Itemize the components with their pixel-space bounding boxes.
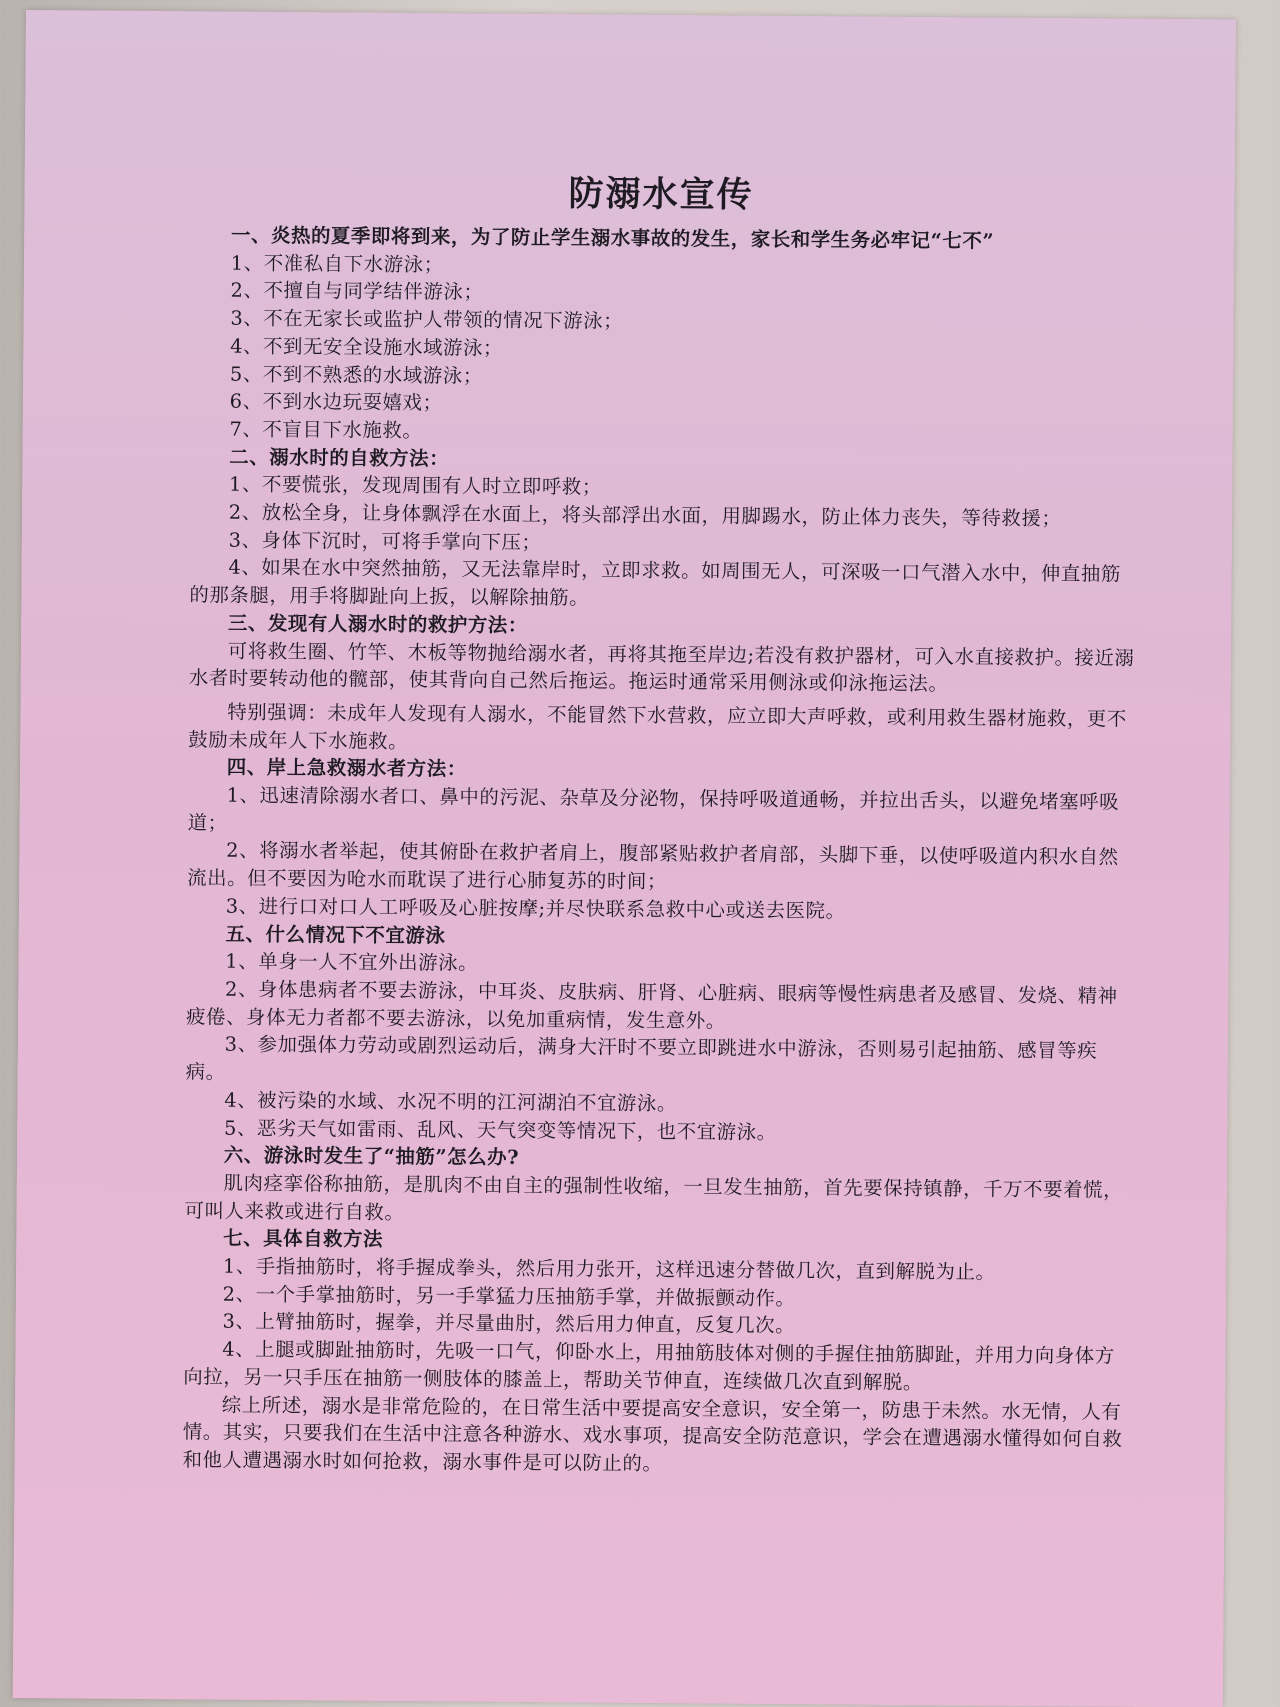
paragraph: 1、不要慌张，发现周围有人时立即呼救； bbox=[228, 472, 602, 499]
section-heading: 七、具体自救方法 bbox=[223, 1226, 384, 1252]
paragraph: 6、不到水边玩耍嬉戏； bbox=[229, 389, 443, 415]
paragraph: 特别强调：未成年人发现有人溺水，不能冒然下水营救，应立即大声呼救，或利用救生器材施救，更不鼓励未成年人下水施救。 bbox=[188, 700, 1127, 753]
paragraph: 4、如果在水中突然抽筋，又无法靠岸时，立即求救。如周围无人，可深吸一口气潜入水中，伸直抽筋的那条腿，用手将脚趾向上扳，以解除抽筋。 bbox=[189, 556, 1122, 610]
paragraph: 1、迅速清除溺水者口、鼻中的污泥、杂草及分泌物，保持呼吸道通畅，并拉出舌头，以避免堵塞呼吸道； bbox=[187, 783, 1120, 835]
section-heading: 一、炎热的夏季即将到来，为了防止学生溺水事故的发生，家长和学生务必牢记“七不” bbox=[230, 223, 995, 253]
paragraph: 4、上腿或脚趾抽筋时，先吸一口气，仰卧水上，用抽筋肢体对侧的手握住抽筋脚趾，并用力向身体方向拉，另一只手压在抽筋一侧肢体的膝盖上，帮助关节伸直，连续做几次直到解脱。 bbox=[183, 1337, 1115, 1394]
paragraph: 4、被污染的水域、水况不明的江河湖泊不宜游泳。 bbox=[224, 1088, 678, 1115]
paragraph: 1、手指抽筋时，将手握成拳头，然后用力张开，这样迅速分替做几次，直到解脱为止。 bbox=[222, 1254, 996, 1284]
paragraph: 3、参加强体力劳动或剧烈运动后，满身大汗时不要立即跳进水中游泳，否则易引起抽筋、感冒等疾病。 bbox=[185, 1032, 1098, 1084]
paragraph: 3、不在无家长或监护人带领的情况下游泳； bbox=[230, 306, 624, 333]
paragraph: 2、不擅自与同学结伴游泳； bbox=[230, 279, 484, 305]
paragraph: 2、放松全身，让身体飘浮在水面上，将头部浮出水面，用脚踢水，防止体力丧失，等待救援； bbox=[228, 500, 1062, 531]
document-body bbox=[183, 221, 1140, 1481]
paragraph: 5、不到不熟悉的水域游泳； bbox=[229, 362, 483, 388]
section-heading: 二、溺水时的自救方法： bbox=[229, 445, 450, 470]
paragraph: 3、进行口对口人工呼吸及心脏按摩;并尽快联系急救中心或送去医院。 bbox=[225, 894, 846, 923]
document-page bbox=[13, 10, 1236, 1707]
paragraph: 2、身体患病者不要去游泳，中耳炎、皮肤病、肝肾、心脏病、眼病等慢性病患者及感冒、发烧、精神疲倦、身体无力者都不要去游泳，以免加重病情，发生意外。 bbox=[186, 977, 1118, 1033]
document-title: 防溺水宣传 bbox=[568, 174, 754, 216]
paragraph: 1、单身一人不宜外出游泳。 bbox=[225, 949, 479, 975]
paragraph: 3、身体下沉时，可将手掌向下压； bbox=[228, 528, 542, 554]
paragraph: 可将救生圈、竹竿、木板等物抛给溺水者，再将其拖至岸边;若没有救护器材，可入水直接救护。接近溺水者时要转动他的髋部，使其背向自己然后拖运。拖运时通常采用侧泳或仰泳拖运法。 bbox=[188, 639, 1135, 696]
paragraph: 3、上臂抽筋时，握拳，并尽量曲肘，然后用力伸直，反复几次。 bbox=[222, 1310, 796, 1338]
section-heading: 五、什么情况下不宜游泳 bbox=[225, 922, 446, 947]
paragraph: 综上所述，溺水是非常危险的，在日常生活中要提高安全意识，安全第一，防患于未然。水无情，人有情。其实，只要我们在生活中注意各种游水、戏水事项，提高安全防范意识，学会在遭遇溺水懂得如何自救和他人遭遇溺水时如何抢救，溺水事件是可以防止的。 bbox=[182, 1393, 1123, 1475]
paragraph: 4、不到无安全设施水域游泳； bbox=[230, 334, 504, 360]
section-heading: 三、发现有人溺水时的救护方法： bbox=[227, 611, 528, 637]
paragraph: 2、一个手掌抽筋时，另一手掌猛力压抽筋手掌，并做振颤动作。 bbox=[222, 1282, 796, 1310]
paragraph: 5、恶劣天气如雷雨、乱风、天气突变等情况下，也不宜游泳。 bbox=[223, 1116, 777, 1144]
paragraph: 7、不盲目下水施救。 bbox=[229, 417, 423, 443]
section-heading: 四、岸上急救溺水者方法： bbox=[226, 755, 467, 781]
paragraph: 2、将溺水者举起，使其俯卧在救护者肩上，腹部紧贴救护者肩部，头脚下垂，以使呼吸道内积水自然流出。但不要因为呛水而耽误了进行心肺复苏的时间； bbox=[187, 839, 1119, 894]
paragraph: 1、不准私自下水游泳； bbox=[230, 251, 444, 276]
section-heading: 六、游泳时发生了“抽筋”怎么办? bbox=[223, 1143, 520, 1170]
paragraph: 肌肉痉挛俗称抽筋，是肌肉不由自主的强制性收缩，一旦发生抽筋，首先要保持镇静，千万不要着慌，可叫人来救或进行自救。 bbox=[184, 1171, 1124, 1224]
